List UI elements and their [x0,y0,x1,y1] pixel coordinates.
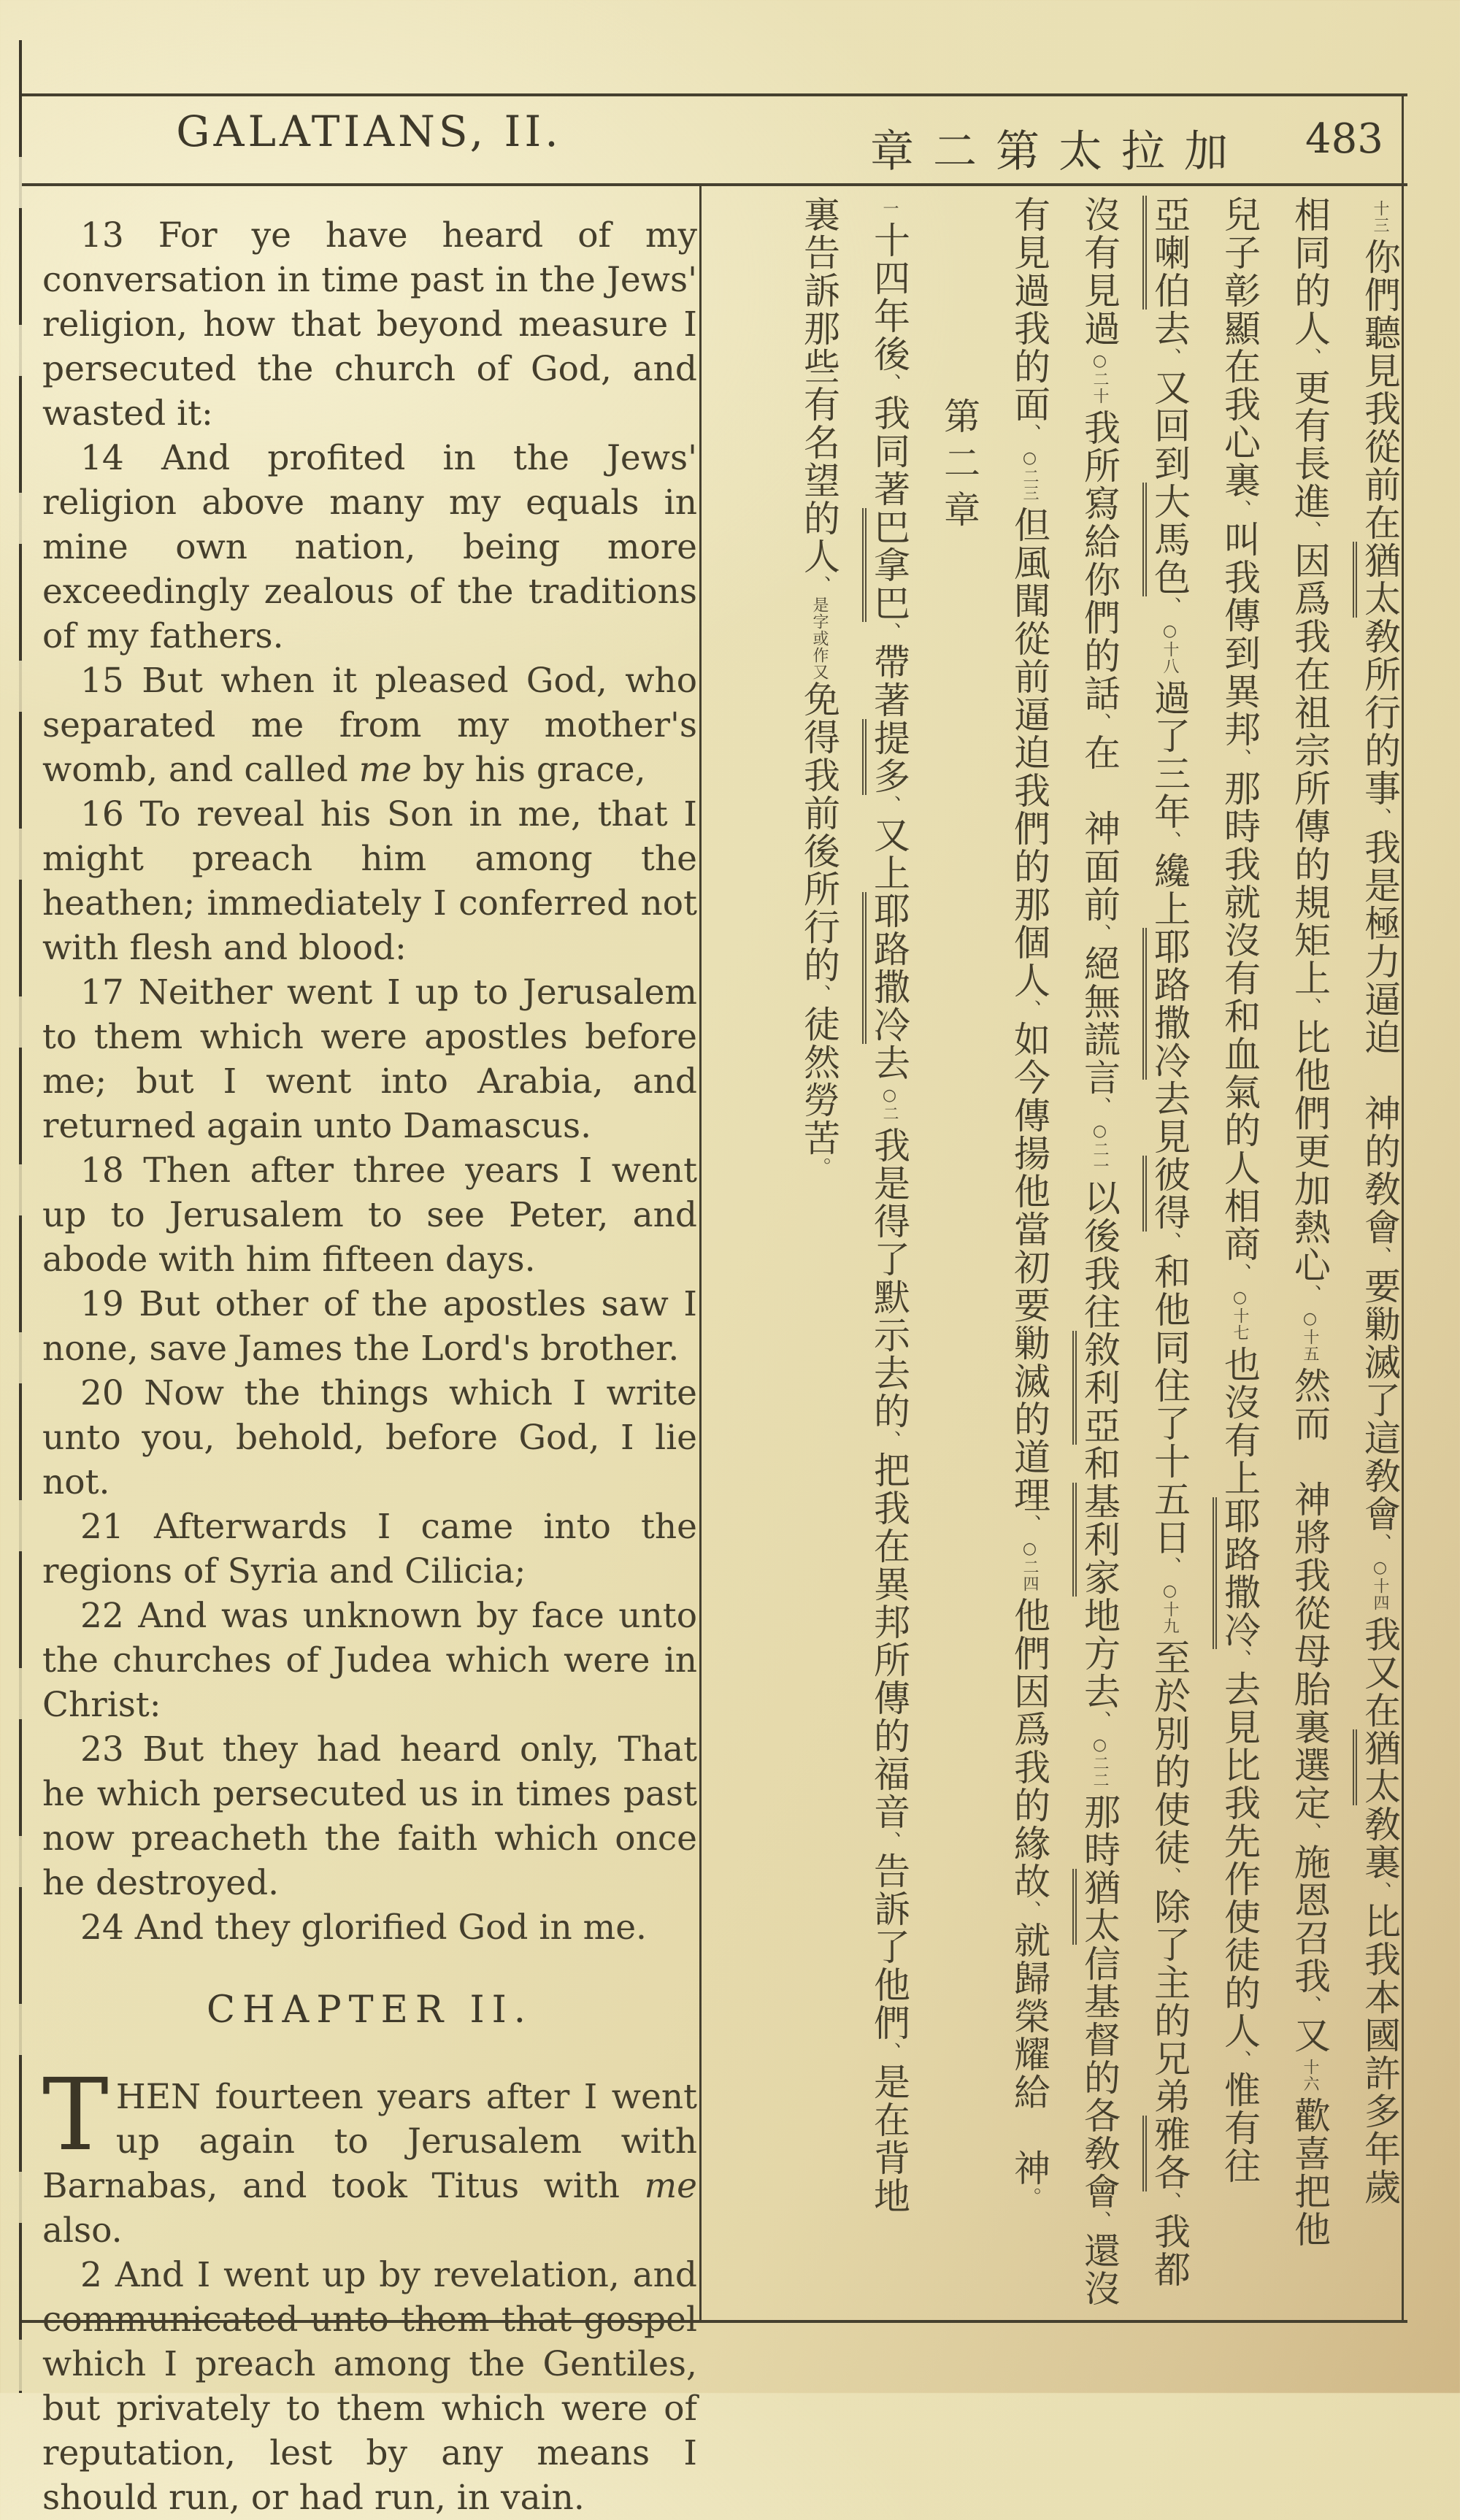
verse-text: 去、又回到 [1148,310,1191,483]
verse-paragraph: 18 Then after three years I went up to Jerusalem to see Peter, and abode with him fifteen days. [42,1150,697,1280]
ideographic-punctuation: 、 [1088,923,1111,945]
verse-text: 至於別的使徒、除了主的兄弟 [1148,1639,1191,2116]
ideographic-punctuation: 、 [1229,499,1251,520]
proper-noun: 耶路撒冷 [862,892,910,1044]
verse-number-marker: ○十八 [1161,622,1179,675]
verse-paragraph: 13 For ye have heard of my conversation in time past in the Jews' religion, how that beyond measure I persecuted the church of God, and wasted it: [42,215,697,434]
ideographic-punctuation: 、 [808,575,831,596]
ideographic-punctuation: 、 [878,1430,901,1451]
verse-number-marker: 一 [880,200,899,217]
chinese-chapter-heading: 第二章 [938,397,980,537]
ideographic-punctuation: 、 [1088,712,1111,734]
verse-number-marker: ○二十 [1091,352,1109,404]
ideographic-punctuation: 、 [1369,1533,1391,1554]
verse-paragraph: 23 But they had heard only, That he which persecuted us in times past now preacheth the faith which once he destroyed. [42,1729,697,1903]
verse-paragraph: 24 And they glorified God in me. [80,1908,647,1948]
verse-text: 和 [1078,1445,1121,1483]
proper-noun: 雅各 [1142,2116,1191,2191]
chinese-text-line [1360,196,1399,2319]
ideographic-punctuation: 、 [878,373,901,394]
verse-paragraph: 22 And was unknown by face unto the churches of Judea which were in Christ: [42,1596,697,1725]
ideographic-punctuation: 、 [1229,2050,1251,2071]
chinese-text-column [721,196,1399,2319]
verse-paragraph: 17 Neither went I up to Jerusalem to them which were apostles before me; but I went into Arabia, and returned again unto Damascus. [42,972,697,1146]
ideographic-punctuation: 、 [1299,520,1321,542]
verse-text: 去見 [1148,1080,1191,1156]
verse-text: 歡喜把他 [1288,2097,1331,2248]
verse-paragraph: 21 Afterwards I came into the regions of Syria and Cilicia; [42,1507,697,1591]
ideographic-punctuation: 、 [878,2042,901,2063]
proper-noun: 巴拿巴 [862,508,910,622]
verse-text: 去 [868,1044,910,1082]
verse-text: 我是得了默示去的、把我在異邦所傳的福音、告訴了他們、是在背地 [868,1126,910,2215]
ideographic-punctuation: 、 [1369,807,1391,829]
proper-noun: 猶太 [1072,1869,1121,1945]
verse-text: 、和他同住了十五日、 [1148,1232,1191,1578]
verse-number-marker: ○二一 [1091,1122,1109,1175]
verse-text: 敎裏、比我本國許多年歲 [1359,1805,1401,2206]
verse-text: 、我都 [1148,2191,1191,2289]
verse-text: 十四年後、我同著 [868,221,910,508]
verse-text: 地方去、 [1078,1597,1121,1732]
ideographic-punctuation: 、 [1369,1881,1391,1902]
verse-number-marker: ○二四 [1021,1540,1039,1592]
verse-text: 沒有見過 [1078,196,1121,347]
drop-cap: T [42,2058,109,2173]
verse-text: 敎所行的事、我是極力逼迫 神的敎會、要勦滅了這敎會、 [1359,618,1401,1554]
ideographic-punctuation: 、 [1229,1649,1251,1670]
ideographic-punctuation: 、 [878,622,901,643]
ideographic-punctuation: 、 [1229,1263,1251,1284]
translator-note: 是字或作又 [810,596,829,680]
verse-paragraph: 16 To reveal his Son in me, that I might preach him among the heathen; immediately I conferred not with flesh and blood: [42,794,697,968]
chinese-text-line [799,196,838,2319]
proper-noun: 大馬色 [1142,483,1191,596]
chinese-text-line [869,196,908,2319]
verse-paragraph: 2 And I went up by revelation, and communicated unto them that gospel which I preach among the Gentiles, but privately to them which were of reputation, lest by any means I should run, or had run, in vain. [42,2255,697,2518]
verse-text: 過了三年、纔上 [1148,679,1191,928]
verse-paragraph: THEN fourteen years after I went up again to Jerusalem with Barnabas, and took Titus with me also. [42,2058,697,2251]
proper-noun: 耶路撒冷 [1213,1497,1261,1649]
verse-text: 也沒有上 [1218,1345,1261,1497]
ideographic-punctuation: 、 [1299,1284,1321,1305]
chinese-text-line [1010,196,1048,2319]
ideographic-punctuation: 、 [878,795,901,816]
verse-paragraph: 19 But other of the apostles saw I none, save James the Lord's brother. [42,1284,697,1369]
verse-text: 以後我往 [1078,1179,1121,1331]
ideographic-punctuation: 、 [1018,999,1041,1021]
verse-number-marker: ○十七 [1231,1288,1249,1341]
ideographic-punctuation: 、 [1159,2191,1181,2213]
verse-text: 但風聞從前逼迫我們的那個人、如今傳揚他當初要勦滅的道理、 [1008,506,1050,1535]
verse-number-marker: ○二 [880,1086,899,1122]
proper-noun: 彼得 [1142,1156,1191,1232]
ideographic-punctuation: 、 [1299,997,1321,1018]
verse-text: 他們因爲我的緣故、就歸榮耀給 神。 [1008,1597,1050,2208]
right-border-rule [1402,93,1404,2323]
verse-text: 相同的人、更有長進、因爲我在祖宗所傳的規矩上、比他們更加熱心、 [1288,196,1331,1305]
verse-text: 免得我前後所行的、徒然勞苦。 [798,680,840,1178]
ideographic-punctuation: 、 [1088,1096,1111,1118]
verse-number-marker: 十三 [1371,200,1389,234]
chapter-heading: CHAPTER II. [206,1989,533,2032]
verse-paragraph: 14 And profited in the Jews' religion above many my equals in mine own nation, being more exceedingly zealous of the traditions of my fathers. [42,438,697,656]
proper-noun: 耶路撒冷 [1142,928,1191,1080]
verse-text: 我又在 [1359,1616,1401,1729]
ideographic-punctuation: 、 [1299,347,1321,369]
chinese-text-line [1220,196,1259,2319]
verse-paragraph: 20 Now the things which I write unto you, behold, before God, I lie not. [42,1373,697,1502]
verse-number-marker: ○二二 [1091,1736,1109,1789]
running-head-english: GALATIANS, II. [176,107,562,156]
verse-paragraph: 15 But when it pleased God, who separated me from my mother's womb, and called me by his grace, [42,661,697,790]
verse-text: 裏告訴那些有名望的人、 [798,196,840,596]
ideographic-punctuation: 、 [1018,1900,1041,1921]
proper-noun: 猶太 [1353,1729,1401,1805]
verse-text: 然而 神將我從母胎裏選定、施恩召我、又 [1288,1367,1331,2054]
verse-text: 你們聽見我從前在 [1359,238,1401,542]
ideographic-punctuation: 、 [1159,347,1181,369]
verse-text: 、帶著 [868,622,910,719]
verse-number-marker: ○十五 [1301,1310,1319,1362]
chinese-text-line [1078,196,1121,2319]
verse-number-marker: ○十九 [1161,1582,1179,1634]
verse-text [1148,596,1191,618]
proper-noun: 猶太 [1353,542,1401,618]
ideographic-punctuation: 、 [1018,1514,1041,1535]
ideographic-punctuation: 、 [1369,1246,1391,1267]
ideographic-punctuation: 、 [1229,748,1251,769]
ideographic-punctuation: 。 [1018,2187,1041,2208]
proper-noun: 基利家 [1072,1483,1121,1597]
chinese-text-line [1148,196,1191,2319]
proper-noun: 亞喇伯 [1142,196,1191,310]
ideographic-punctuation: 、 [878,1831,901,1852]
proper-noun: 提多 [862,719,910,795]
page-binding-edge [19,40,22,2393]
ideographic-punctuation: 、 [1088,1710,1111,1732]
verse-text: 兒子彰顯在我心裏、叫我傳到異邦、那時我就沒有和血氣的人相商、 [1218,196,1261,1284]
verse-text: 有見過我的面、 [1008,196,1050,445]
ideographic-punctuation: 。 [808,1157,831,1178]
verse-text: 我所寫給你們的話、在 神面前、絕無謊言、 [1078,409,1121,1118]
ideographic-punctuation: 、 [1159,1232,1181,1253]
proper-noun: 敘利亞 [1072,1331,1121,1445]
verse-text: 信基督的各敎會、還沒 [1078,1945,1121,2308]
page-number: 483 [1305,115,1383,163]
verse-number-marker: ○二三 [1021,449,1039,502]
ideographic-punctuation: 、 [1159,1556,1181,1578]
verse-number-marker: ○十四 [1371,1559,1389,1611]
verse-number-marker: 十六 [1301,2059,1319,2092]
column-divider [699,183,702,2323]
ideographic-punctuation: 、 [808,984,831,1005]
ideographic-punctuation: 、 [1299,1995,1321,2016]
ideographic-punctuation: 、 [1159,831,1181,852]
header-bottom-rule [22,183,1407,186]
ideographic-punctuation: 、 [1299,1822,1321,1843]
verse-text: 、又上 [868,795,910,892]
ideographic-punctuation: 、 [1159,596,1181,618]
english-text-column [42,213,697,2520]
verse-text: 、去見比我先作使徒的人、惟有往 [1218,1649,1261,2185]
ideographic-punctuation: 、 [1018,423,1041,445]
chinese-text-line [1290,196,1329,2319]
verse-text: 那時 [1078,1793,1121,1869]
header-top-rule [22,93,1407,96]
ideographic-punctuation: 、 [1159,1867,1181,1888]
ideographic-punctuation: 、 [1088,2210,1111,2232]
running-head-chinese: 章二第太拉加 [870,126,1247,177]
